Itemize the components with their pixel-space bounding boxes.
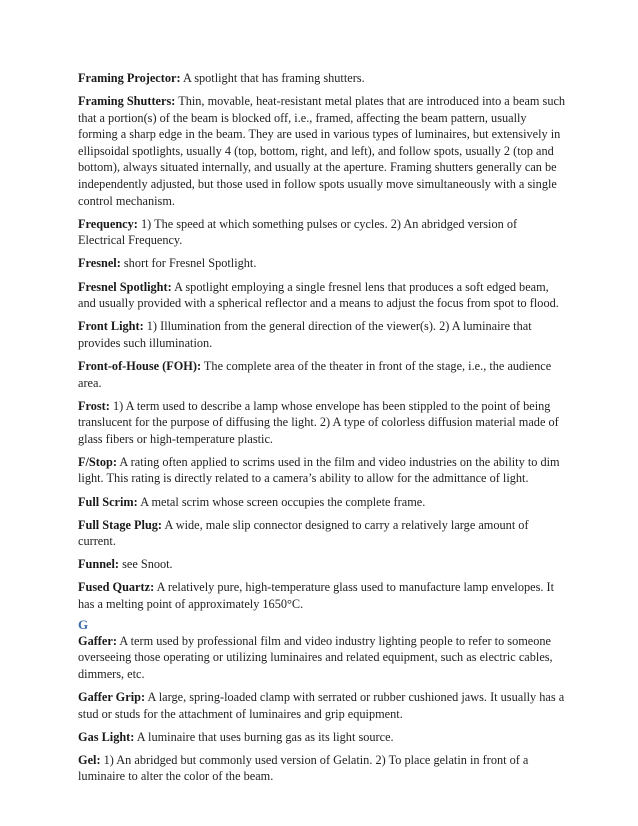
glossary-definition: A rating often applied to scrims used in the film and video industries on the ability to dim light. This rating is directly related to a camera’s ability to allow for the admittance of light. <box>78 454 560 486</box>
glossary-definition: A large, spring-loaded clamp with serrated or rubber cushioned jaws. It usually has a stud or studs for the attachment of luminaires and grip equipment. <box>78 689 565 721</box>
glossary-entry-funnel <box>78 556 566 573</box>
glossary-definition: A term used by professional film and video industry lighting people to refer to someone overseeing those operating or utilizing luminaires and related equipment, such as electric cables, dimmers, etc. <box>78 633 553 681</box>
glossary-definition: A relatively pure, high-temperature glass used to manufacture lamp envelopes. It has a melting point of approximately 1650°C. <box>78 580 555 612</box>
glossary-entry-fused-quartz <box>78 579 566 612</box>
glossary-term: Gel: <box>78 752 101 767</box>
glossary-definition: A metal scrim whose screen occupies the complete frame. <box>140 494 426 509</box>
glossary-entry-fresnel-spotlight <box>78 279 566 312</box>
glossary-term: Framing Shutters: <box>78 94 176 109</box>
glossary-definition: see Snoot. <box>122 557 173 572</box>
glossary-entry-full-stage-plug <box>78 517 566 550</box>
glossary-term: F/Stop: <box>78 454 117 469</box>
glossary-entry-gaffer-grip <box>78 689 566 722</box>
glossary-term: Front Light: <box>78 319 144 334</box>
glossary-entry-front-of-house <box>78 358 566 391</box>
glossary-definition: 1) The speed at which something pulses or cycles. 2) An abridged version of Electrical Frequency. <box>78 216 518 248</box>
glossary-page <box>78 70 566 791</box>
glossary-term: Front-of-House (FOH): <box>78 358 202 373</box>
glossary-entry-gas-light <box>78 729 566 746</box>
glossary-entry-framing-projector <box>78 70 566 87</box>
glossary-definition: 1) Illumination from the general direction of the viewer(s). 2) A luminaire that provides such illumination. <box>78 319 532 350</box>
glossary-term: Gas Light: <box>78 729 135 744</box>
glossary-entry-framing-shutters <box>78 93 566 209</box>
glossary-definition: A spotlight employing a single fresnel lens that produces a soft edged beam, and usually provided with a spherical reflector and a means to adjust the focus from spot to flood. <box>78 279 559 311</box>
glossary-entry-front-light <box>78 318 566 351</box>
glossary-term: Fresnel: <box>78 256 121 271</box>
glossary-entry-full-scrim <box>78 494 566 511</box>
glossary-term: Gaffer Grip: <box>78 689 146 704</box>
glossary-definition: A spotlight that has framing shutters. <box>182 71 365 85</box>
glossary-entry-fresnel <box>78 255 566 272</box>
glossary-definition: A wide, male slip connector designed to carry a relatively large amount of current. <box>78 517 529 549</box>
glossary-term: Fused Quartz: <box>78 580 155 595</box>
glossary-entry-f-stop <box>78 454 566 487</box>
glossary-term: Framing Projector: <box>78 71 181 85</box>
section-letter-heading: G <box>78 616 89 632</box>
glossary-definition: The complete area of the theater in front of the stage, i.e., the audience area. <box>78 358 552 390</box>
glossary-term: Gaffer: <box>78 633 117 648</box>
glossary-entry-frequency <box>78 216 566 249</box>
glossary-definition: A luminaire that uses burning gas as its light source. <box>136 729 394 744</box>
glossary-entry-gel <box>78 752 566 785</box>
glossary-definition: 1) An abridged but commonly used version of Gelatin. 2) To place gelatin in front of a luminaire to alter the color of the beam. <box>78 752 529 784</box>
glossary-term: Frequency: <box>78 216 138 231</box>
glossary-term: Full Scrim: <box>78 494 138 509</box>
glossary-entry-gaffer <box>78 633 566 683</box>
glossary-definition: 1) A term used to describe a lamp whose envelope has been stippled to the point of being translucent for the purpose of diffusing the light. 2) A type of colorless diffusion material made of glass fibers or high-temperature plastic. <box>78 398 559 446</box>
glossary-term: Fresnel Spotlight: <box>78 279 172 294</box>
glossary-term: Full Stage Plug: <box>78 517 163 532</box>
glossary-definition: Thin, movable, heat-resistant metal plates that are introduced into a beam such that a portion(s) of the beam is blocked off, i.e., framed, affecting the beam pattern, usually forming a sharp edge in the beam. They are used in various types of luminaires, but extensively in ellipsoidal spotlights, usually 4 (top, bottom, right, and left), and follow spots, usually 2 (top and bottom), always situated internally, and usually at the aperture. Framing shutters generally can be independently adjusted, but those used in follow spots usually move simultaneously with a single control mechanism. <box>78 94 566 208</box>
glossary-definition: short for Fresnel Spotlight. <box>123 256 257 271</box>
glossary-term: Frost: <box>78 398 110 413</box>
glossary-entry-frost <box>78 398 566 448</box>
glossary-term: Funnel: <box>78 557 119 572</box>
